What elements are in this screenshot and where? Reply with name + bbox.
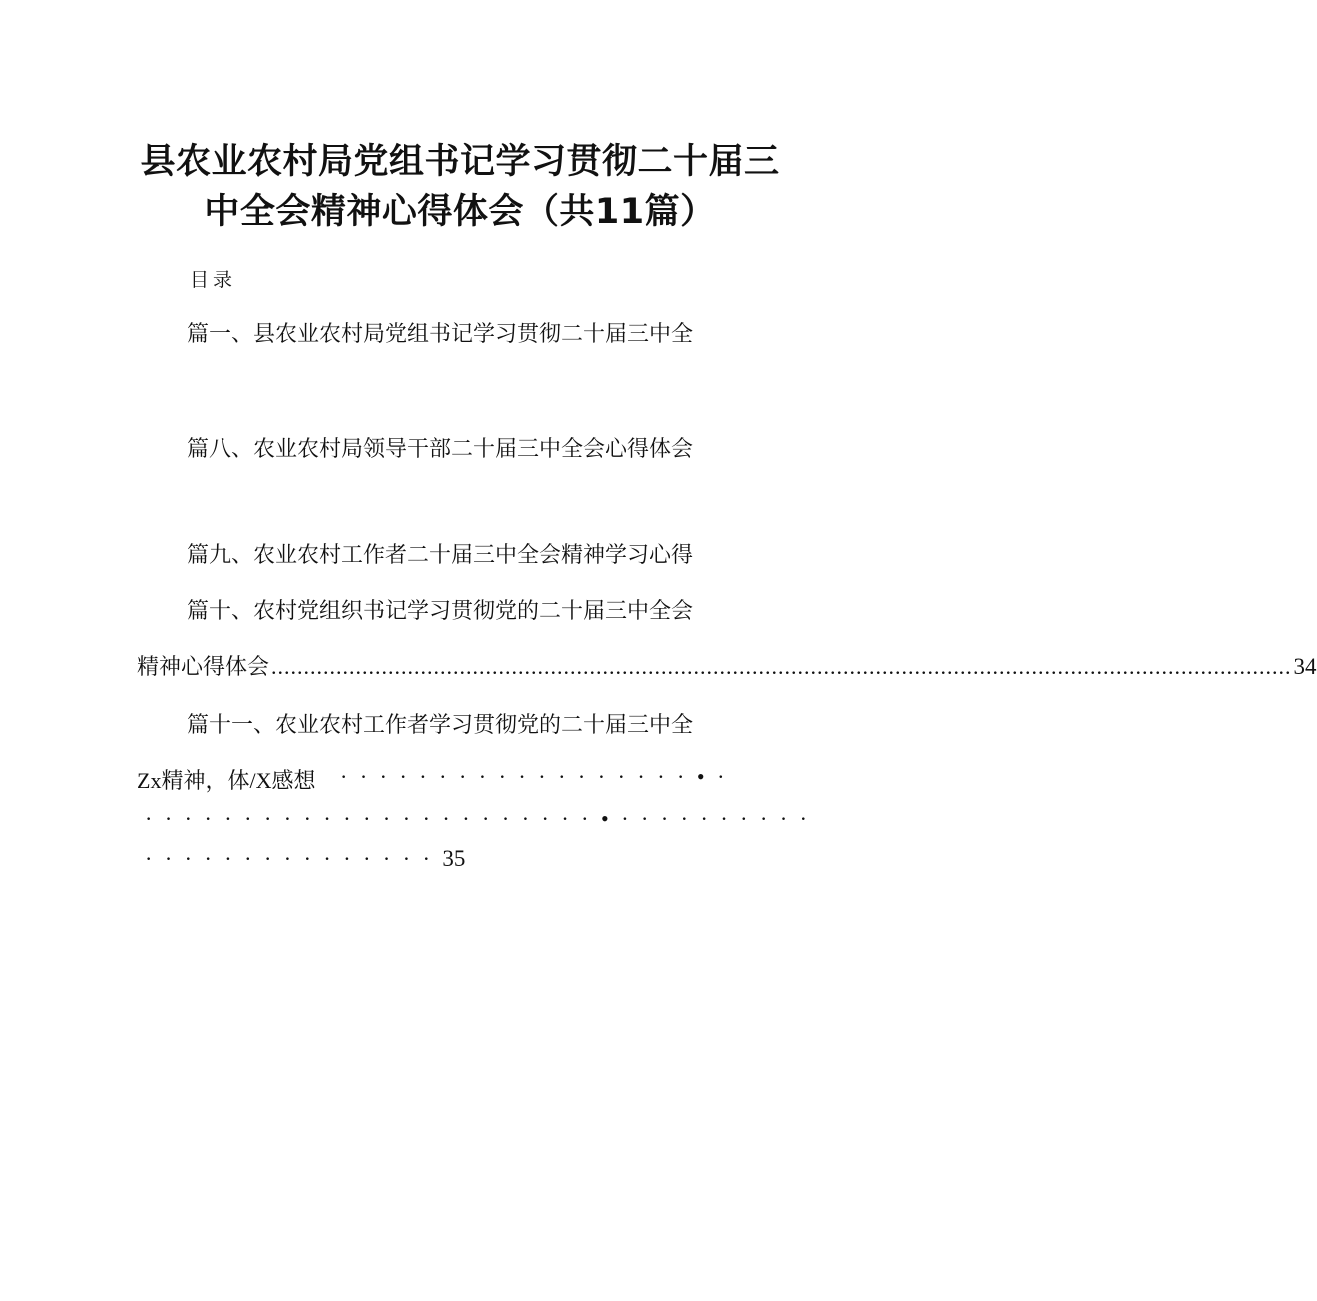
toc-entry-text: 精神心得体会 bbox=[137, 655, 270, 680]
toc-entry-1[interactable]: 篇一、县农业农村局党组书记学习贯彻二十届三中全 bbox=[187, 322, 694, 347]
dot-leader: ............................................................................................................................................................. bbox=[271, 654, 1292, 679]
document-title-line-2: 中全会精神心得体会（共11篇） bbox=[204, 192, 716, 232]
ocr-text-cn: 精神，体 bbox=[161, 769, 250, 794]
dot-leader: ·······················•·········· bbox=[145, 806, 820, 831]
toc-entry-10-continuation[interactable] bbox=[137, 650, 1317, 681]
ocr-text-mid: /X bbox=[249, 768, 272, 793]
page-number: 35 bbox=[442, 846, 466, 871]
dot-leader: ··············· bbox=[145, 846, 443, 871]
document-title-line-1: 县农业农村局党组书记学习贯彻二十届三 bbox=[140, 142, 780, 182]
page-number: 34 bbox=[1293, 654, 1317, 679]
toc-entry-10[interactable]: 篇十、农村党组织书记学习贯彻党的二十届三中全会 bbox=[187, 599, 694, 624]
toc-entry-11[interactable]: 篇十一、农业农村工作者学习贯彻党的二十届三中全 bbox=[187, 713, 694, 738]
toc-entry-text bbox=[137, 764, 315, 795]
dot-leader: ··················•· bbox=[340, 764, 737, 789]
toc-entry-11-page-row bbox=[145, 846, 465, 872]
toc-entry-9[interactable]: 篇九、农业农村工作者二十届三中全会精神学习心得 bbox=[187, 543, 694, 568]
toc-heading: 目录 bbox=[190, 269, 237, 291]
ocr-text-cn-2: 感想 bbox=[271, 769, 316, 794]
toc-entry-8[interactable]: 篇八、农业农村局领导干部二十届三中全会心得体会 bbox=[187, 437, 694, 462]
ocr-prefix: Zx bbox=[137, 768, 162, 793]
